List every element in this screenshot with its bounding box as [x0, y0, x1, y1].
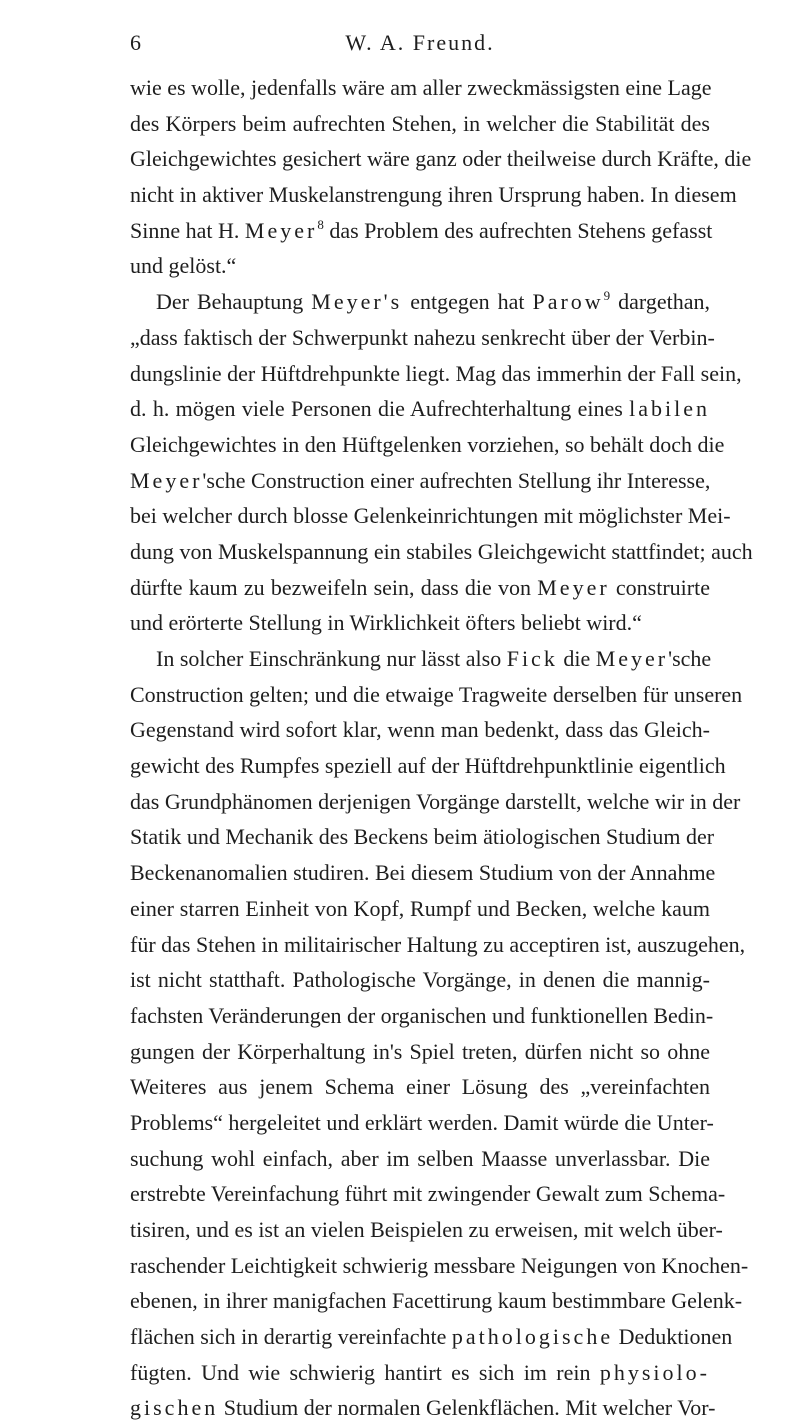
- text-line: Weiteres aus jenem Schema einer Lösung des „vereinfachten: [130, 1074, 710, 1100]
- text-line: einer starren Einheit von Kopf, Rumpf und Becken, welche kaum: [130, 895, 710, 921]
- spaced-word: pathologische: [451, 1324, 614, 1350]
- text-line: erstrebte Vereinfachung führt mit zwingender Gewalt zum Schema-: [130, 1181, 726, 1207]
- spaced-word: labilen: [629, 396, 710, 422]
- text-line: Beckenanomalien studiren. Bei diesem Studium von der Annahme: [130, 860, 716, 886]
- text-line: raschender Leichtigkeit schwierig messbare Neigungen von Knochen-: [130, 1252, 749, 1278]
- text-line: wie es wolle, jedenfalls wäre am aller zweckmässigsten eine Lage: [130, 75, 712, 100]
- text-line: ist nicht statthaft. Pathologische Vorgänge, in denen die mannig-: [130, 967, 710, 993]
- text-line: tisiren, und es ist an vielen Beispielen zu erweisen, mit welch über-: [130, 1217, 723, 1242]
- text-line: Gegenstand wird sofort klar, wenn man bedenkt, dass das Gleich-: [130, 717, 710, 743]
- text-line: Statik und Mechanik des Beckens beim ätiologischen Studium der: [130, 824, 715, 850]
- text-line: dung von Muskelspannung ein stabiles Gleichgewicht stattfindet; auch: [130, 538, 753, 564]
- text-line: Gleichgewichtes gesichert wäre ganz oder theilweise durch Kräfte, die: [130, 146, 752, 172]
- page-number: 6: [130, 30, 141, 55]
- spaced-name: Fick: [506, 646, 558, 671]
- text-line: Construction gelten; und die etwaige Tragweite derselben für unseren: [130, 681, 743, 707]
- text-line: dürfte kaum zu bezweifeln sein, dass die von Meyer construirte: [130, 574, 710, 600]
- text-line: fachsten Veränderungen der organischen und funktionellen Bedin-: [130, 1002, 714, 1028]
- text-line: ebenen, in ihrer manigfachen Facettirung kaum bestimmbare Gelenk-: [130, 1288, 743, 1314]
- running-head: W. A. Freund.: [345, 30, 495, 55]
- text-line: Sinne hat H. Meyer$^8$ das Problem des aufrechten Stehens gefasst: [130, 216, 713, 243]
- text-line: des Körpers beim aufrechten Stehen, in welcher die Stabilität des: [130, 110, 710, 136]
- text-line: für das Stehen in militairischer Haltung zu acceptiren ist, auszugehen,: [130, 931, 746, 957]
- spaced-name: Meyer: [595, 646, 669, 671]
- text-line: Meyer'sche Construction einer aufrechten Stellung ihr Interesse,: [130, 467, 711, 493]
- text-line: „dass faktisch der Schwerpunkt nahezu senkrecht über der Verbin-: [130, 324, 715, 350]
- spaced-word: gischen: [130, 1395, 219, 1421]
- spaced-name: Meyer: [244, 217, 318, 243]
- text-line: und gelöst.“: [130, 253, 237, 279]
- footnote-ref: 8: [317, 216, 324, 232]
- footnote-ref: 9: [603, 288, 611, 304]
- body-text: [130, 70, 753, 1426]
- text-line: dungslinie der Hüftdrehpunkte liegt. Mag das immerhin der Fall sein,: [130, 360, 742, 386]
- spaced-word: physiolo-: [599, 1359, 710, 1385]
- text-line: bei welcher durch blosse Gelenkeinrichtungen mit möglichster Mei-: [130, 503, 731, 529]
- text-line: das Grundphänomen derjenigen Vorgänge darstellt, welche wir in der: [130, 788, 741, 814]
- spaced-name: Meyer's: [311, 289, 403, 315]
- text-line: fügten. Und wie schwierig hantirt es sich im rein physiolo-: [130, 1359, 710, 1385]
- text-line: und erörterte Stellung in Wirklichkeit öfters beliebt wird.“: [130, 610, 642, 636]
- spaced-name: Meyer: [537, 574, 610, 600]
- text-line: suchung wohl einfach, aber im selben Maasse unverlassbar. Die: [130, 1145, 710, 1171]
- text-line: In solcher Einschränkung nur lässt also Fick die Meyer'sche: [156, 646, 712, 671]
- text-line: Der Behauptung Meyer's entgegen hat Parow$^9$ dargethan,: [156, 288, 710, 315]
- spaced-name: Meyer: [130, 467, 203, 493]
- text-line: gischen Studium der normalen Gelenkflächen. Mit welcher Vor-: [130, 1395, 716, 1421]
- text-line: d. h. mögen viele Personen die Aufrechterhaltung eines labilen: [130, 396, 710, 422]
- spaced-name: Parow: [532, 289, 604, 315]
- text-line: flächen sich in derartig vereinfachte pathologische Deduktionen: [130, 1324, 733, 1350]
- text-line: nicht in aktiver Muskelanstrengung ihren Ursprung haben. In diesem: [130, 182, 737, 208]
- page-header: [130, 30, 710, 64]
- text-line: Gleichgewichtes in den Hüftgelenken vorziehen, so behält doch die: [130, 431, 725, 457]
- text-line: gewicht des Rumpfes speziell auf der Hüftdrehpunktlinie eigentlich: [130, 753, 726, 779]
- text-line: Problems“ hergeleitet und erklärt werden. Damit würde die Unter-: [130, 1109, 714, 1135]
- text-line: gungen der Körperhaltung in's Spiel treten, dürfen nicht so ohne: [130, 1038, 710, 1064]
